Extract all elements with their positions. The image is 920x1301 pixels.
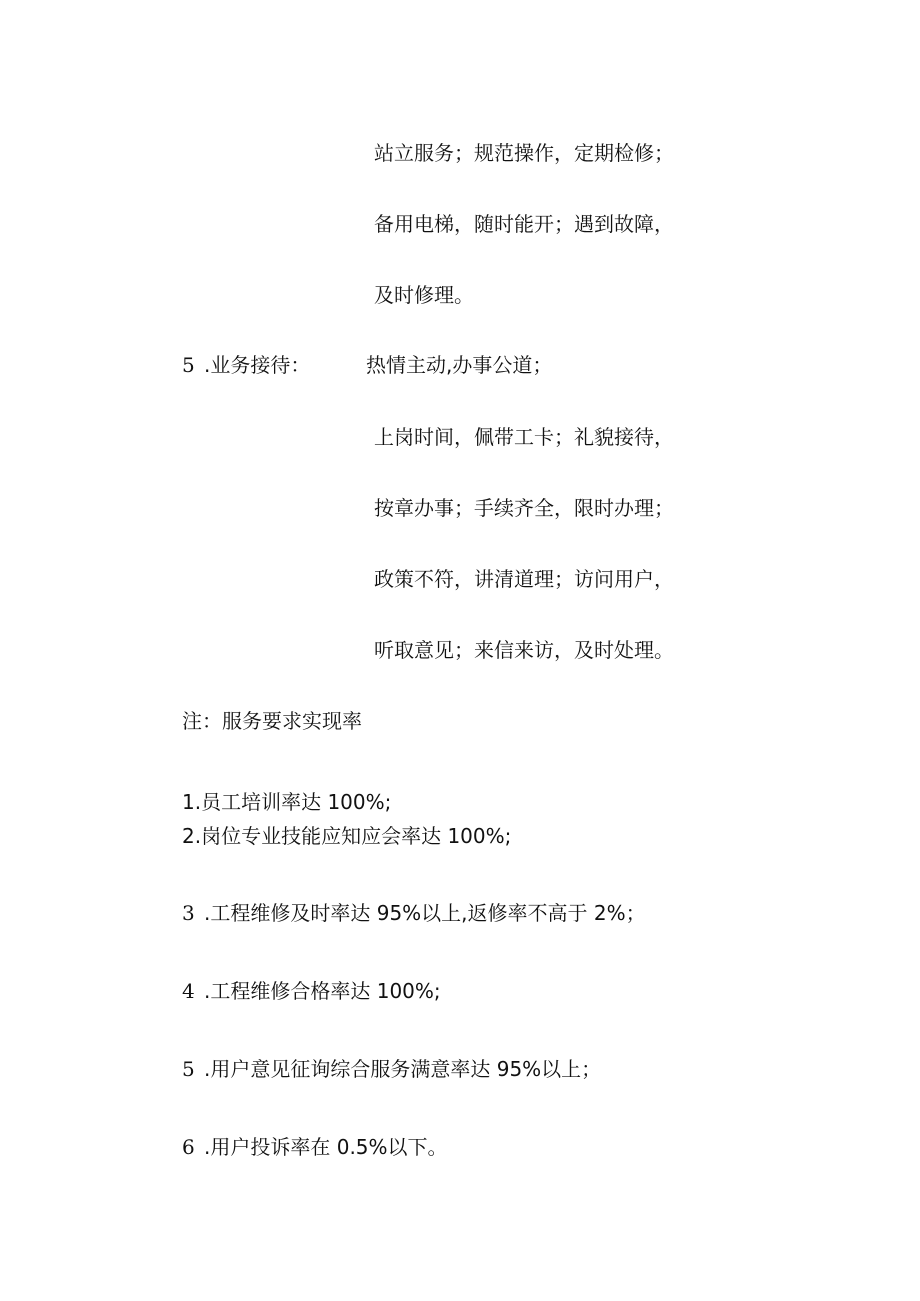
- note-item-5-text: .用户意见征询综合服务满意率达 95%以上；: [204, 1057, 602, 1081]
- note-item-5-number: 5: [182, 1057, 195, 1081]
- note-item-3-text: .工程维修及时率达 95%以上,返修率不高于 2%；: [204, 901, 646, 925]
- elevator-line-2: 备用电梯，随时能开；遇到故障，: [374, 212, 674, 236]
- note-item-3: [182, 903, 646, 923]
- reception-label: .业务接待：: [204, 353, 311, 377]
- reception-row: [182, 353, 553, 377]
- note-item-3-number: 3: [182, 901, 195, 925]
- reception-line-1: 上岗时间，佩带工卡；礼貌接待，: [374, 425, 674, 449]
- reception-first-line: 热情主动,办事公道；: [366, 353, 553, 377]
- elevator-line-3: 及时修理。: [374, 283, 474, 307]
- note-heading: 注：服务要求实现率: [182, 709, 362, 733]
- reception-number: 5: [182, 353, 195, 377]
- note-item-6-number: 6: [182, 1135, 195, 1159]
- reception-line-2: 按章办事；手续齐全，限时办理；: [374, 496, 674, 520]
- note-item-5: [182, 1059, 601, 1079]
- elevator-line-1: 站立服务；规范操作，定期检修；: [374, 141, 674, 165]
- reception-line-3: 政策不符，讲清道理；访问用户，: [374, 567, 674, 591]
- note-item-1: 1.员工培训率达 100%;: [182, 790, 392, 814]
- note-item-4-text: .工程维修合格率达 100%;: [204, 979, 441, 1003]
- note-item-4-number: 4: [182, 979, 195, 1003]
- note-item-2: 2.岗位专业技能应知应会率达 100%;: [182, 824, 512, 848]
- note-item-6: [182, 1137, 448, 1157]
- note-item-4: [182, 981, 441, 1001]
- reception-line-4: 听取意见；来信来访，及时处理。: [374, 638, 674, 662]
- note-item-6-text: .用户投诉率在 0.5%以下。: [204, 1135, 448, 1159]
